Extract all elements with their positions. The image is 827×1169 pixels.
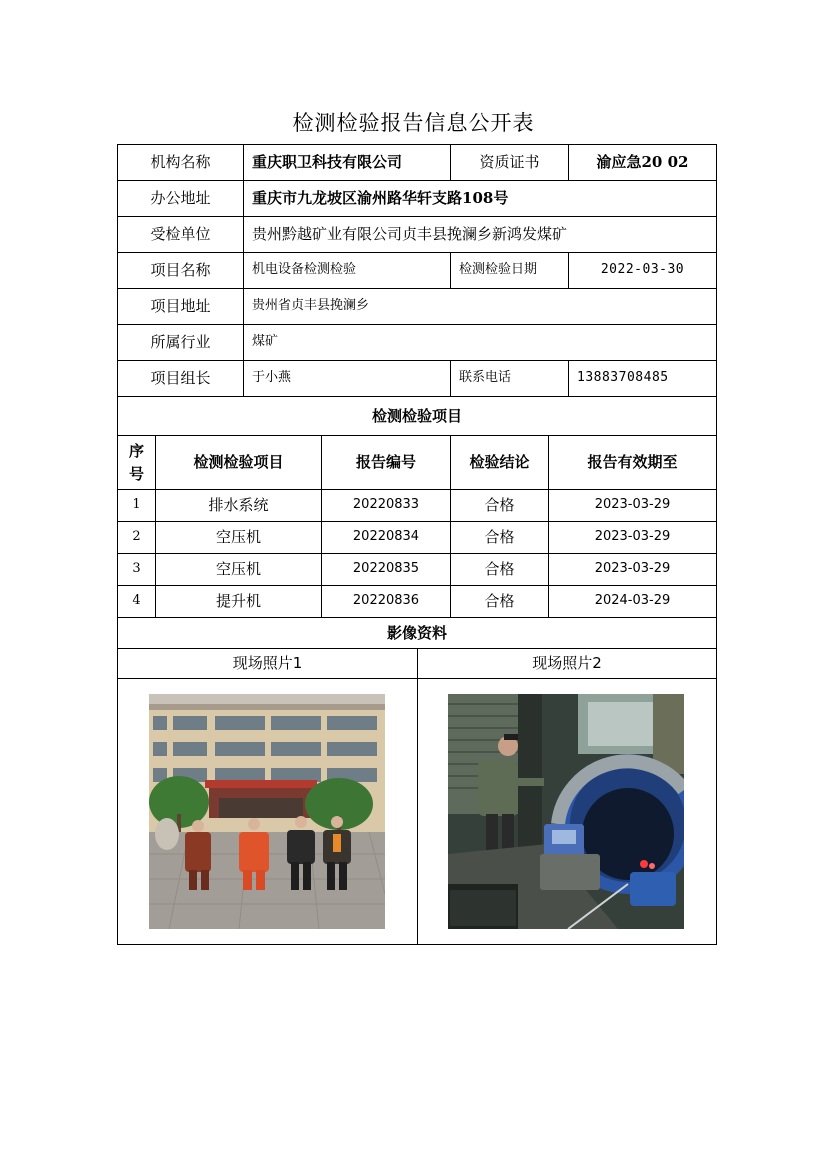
client-value: 贵州黔越矿业有限公司贞丰县挽澜乡新鸿发煤矿 [243, 216, 717, 253]
row-3-valid-until: 2023-03-29 [548, 553, 717, 586]
row-3-conclusion: 合格 [450, 553, 549, 586]
photo-1-label: 现场照片1 [117, 648, 418, 679]
row-1-index: 1 [117, 489, 156, 522]
col-header-conclusion: 检验结论 [450, 435, 549, 490]
date-label: 检测检验日期 [450, 252, 569, 289]
org-label: 机构名称 [117, 144, 244, 181]
row-1-report-no: 20220833 [321, 489, 451, 522]
client-label: 受检单位 [117, 216, 244, 253]
col-header-item: 检测检验项目 [155, 435, 322, 490]
phone-value: 13883708485 [568, 360, 717, 397]
row-1-valid-until: 2023-03-29 [548, 489, 717, 522]
leader-value: 于小燕 [243, 360, 451, 397]
media-heading: 影像资料 [117, 617, 717, 649]
col-header-valid-until: 报告有效期至 [548, 435, 717, 490]
row-4-item: 提升机 [155, 585, 322, 618]
date-value: 2022-03-30 [568, 252, 717, 289]
leader-label: 项目组长 [117, 360, 244, 397]
industry-value: 煤矿 [243, 324, 717, 361]
project-label: 项目名称 [117, 252, 244, 289]
row-1-conclusion: 合格 [450, 489, 549, 522]
row-2-index: 2 [117, 521, 156, 554]
row-2-item: 空压机 [155, 521, 322, 554]
office-label: 办公地址 [117, 180, 244, 217]
photo-2-label: 现场照片2 [417, 648, 717, 679]
page-title: 检测检验报告信息公开表 [292, 111, 535, 135]
industry-label: 所属行业 [117, 324, 244, 361]
row-2-report-no: 20220834 [321, 521, 451, 554]
row-3-item: 空压机 [155, 553, 322, 586]
row-4-index: 4 [117, 585, 156, 618]
row-4-report-no: 20220836 [321, 585, 451, 618]
items-heading: 检测检验项目 [117, 396, 717, 436]
row-3-index: 3 [117, 553, 156, 586]
cert-label: 资质证书 [450, 144, 569, 181]
row-2-valid-until: 2023-03-29 [548, 521, 717, 554]
row-1-item: 排水系统 [155, 489, 322, 522]
site-label: 项目地址 [117, 288, 244, 325]
project-value: 机电设备检测检验 [243, 252, 451, 289]
cert-value: 渝应急20 02 [568, 144, 717, 181]
row-2-conclusion: 合格 [450, 521, 549, 554]
row-4-valid-until: 2024-03-29 [548, 585, 717, 618]
row-3-report-no: 20220835 [321, 553, 451, 586]
building-team-image-icon [149, 694, 385, 929]
col-header-report-no: 报告编号 [321, 435, 451, 490]
org-value: 重庆职卫科技有限公司 [243, 144, 451, 181]
site-photo-1 [149, 694, 385, 929]
row-4-conclusion: 合格 [450, 585, 549, 618]
info-table [117, 144, 717, 945]
hoist-machinery-image-icon [448, 694, 684, 929]
site-photo-2 [448, 694, 684, 929]
phone-label: 联系电话 [450, 360, 569, 397]
site-value: 贵州省贞丰县挽澜乡 [243, 288, 717, 325]
office-value: 重庆市九龙坡区渝州路华轩支路108号 [243, 180, 717, 217]
col-header-index: 序号 [117, 435, 156, 490]
